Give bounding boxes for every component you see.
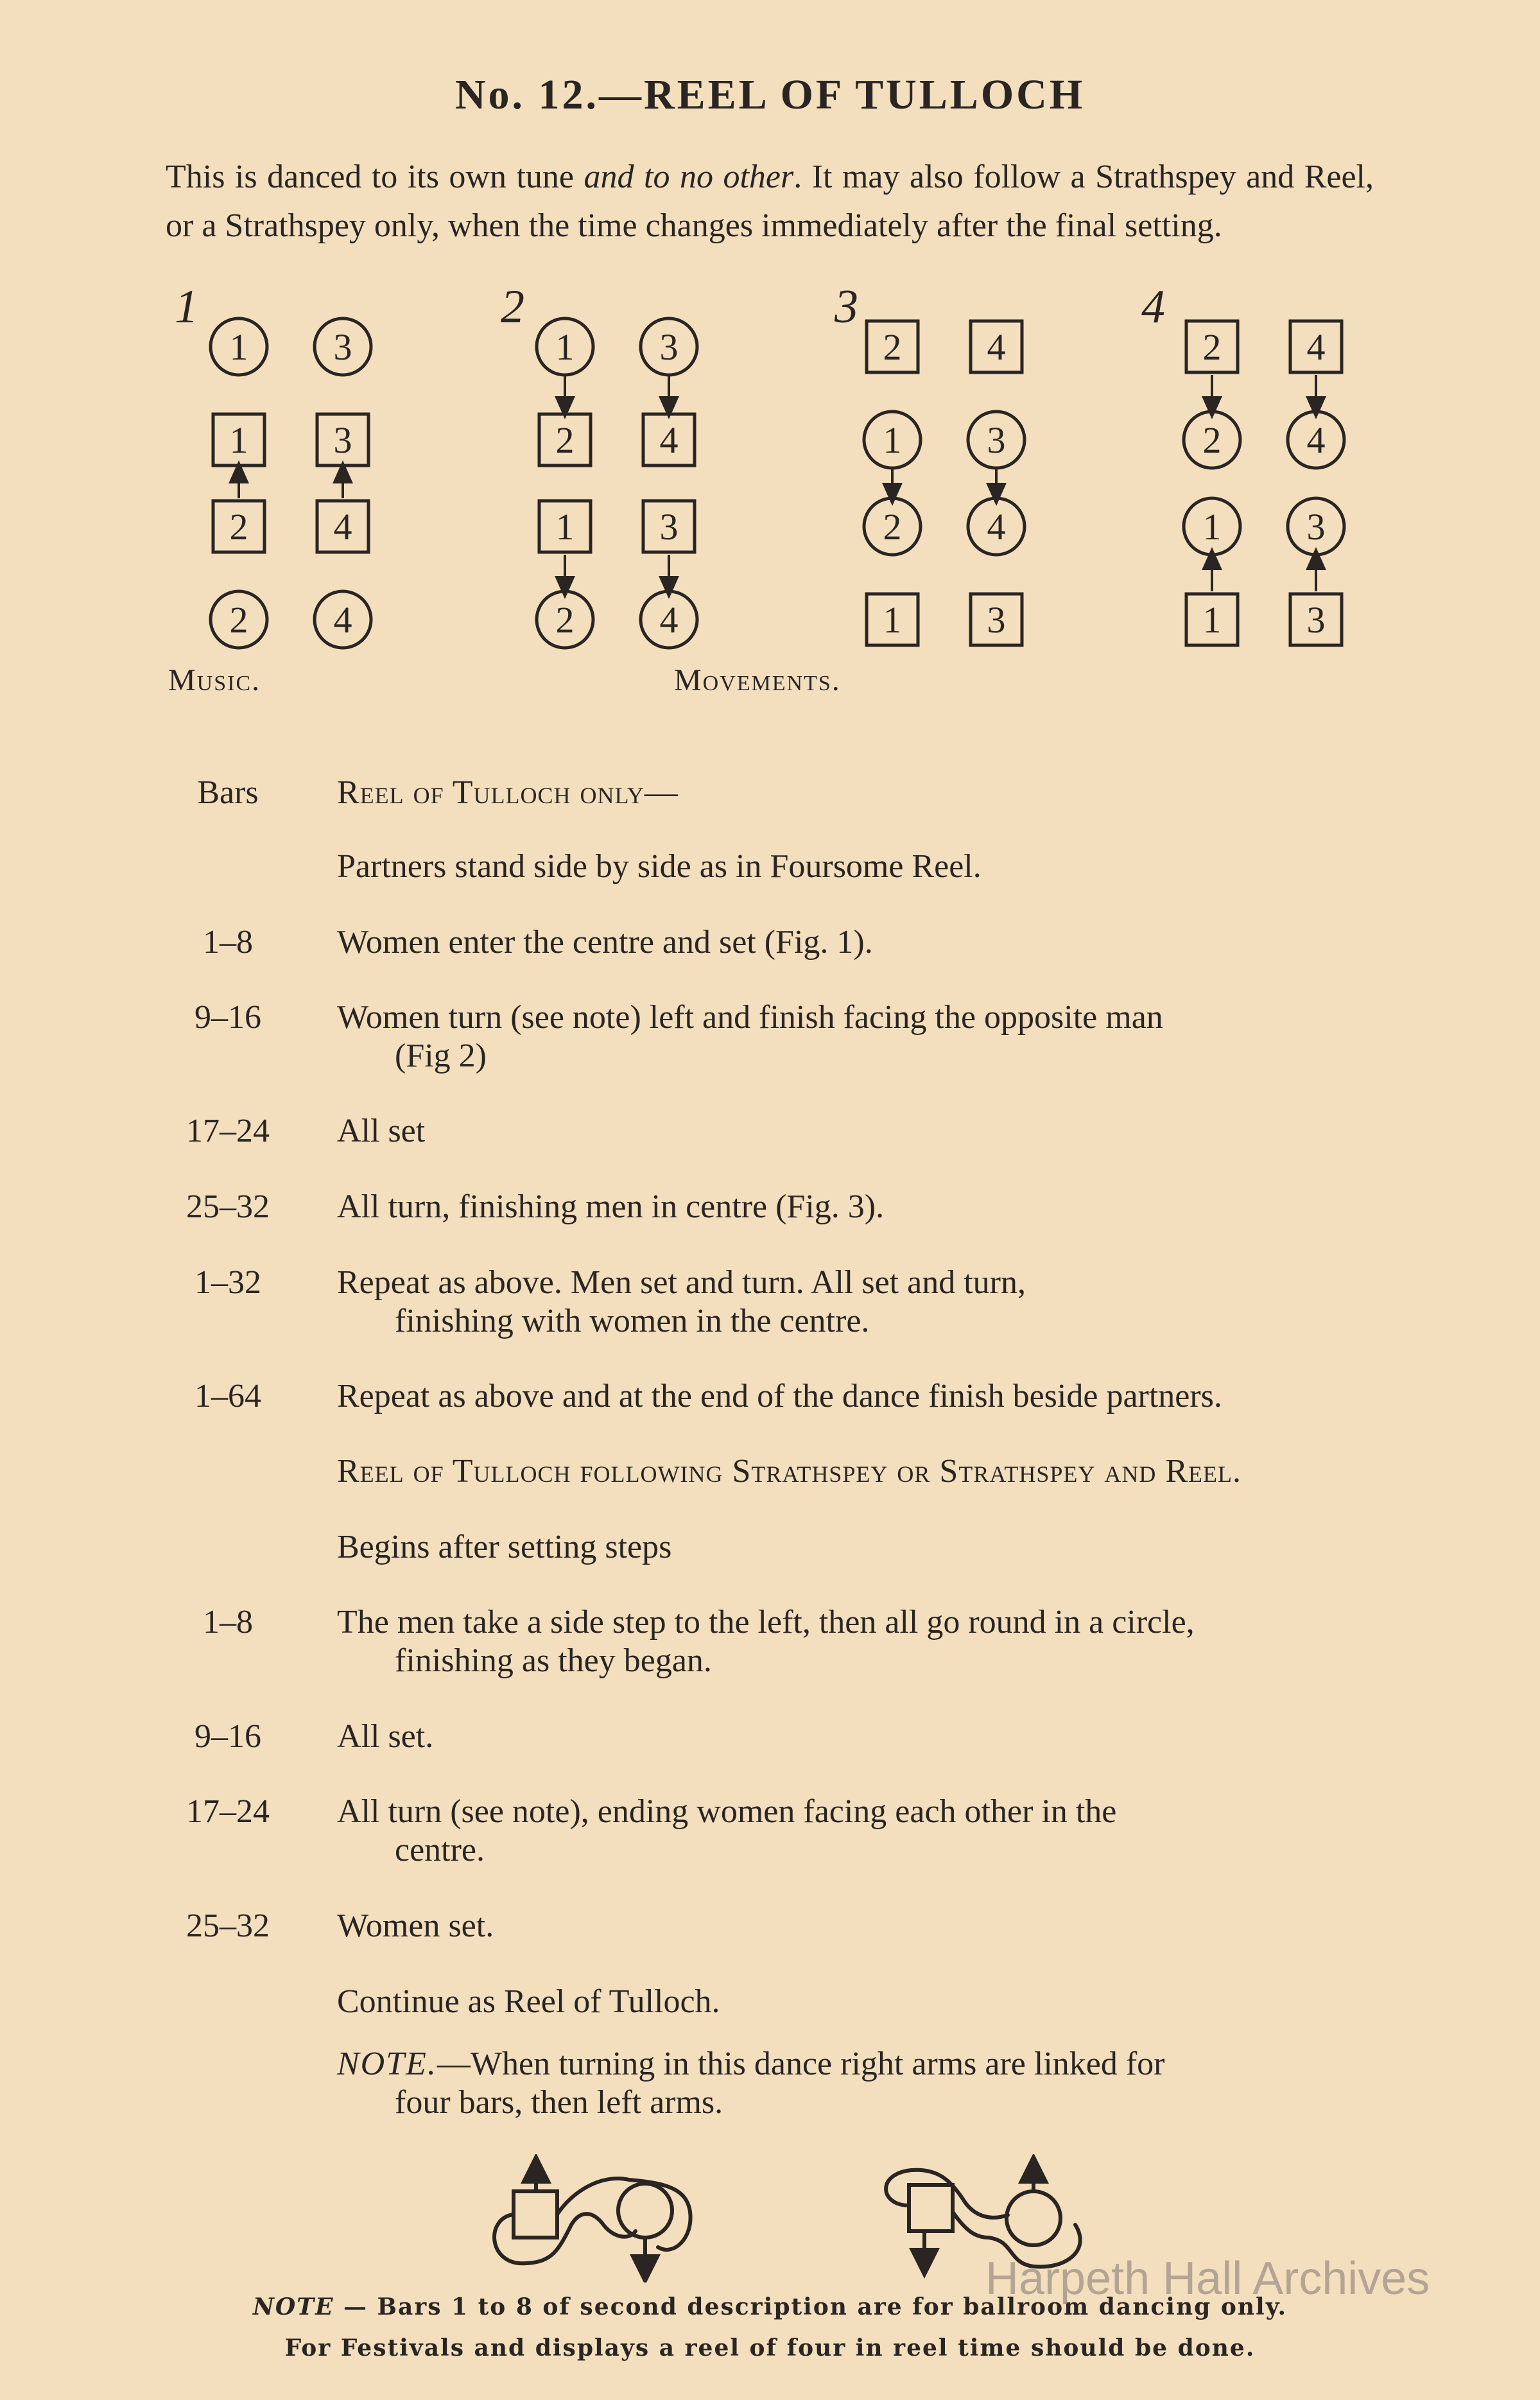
intro-emphasis: and to no other (584, 159, 794, 195)
music-header: Music. (168, 663, 261, 697)
woman-circle-icon (618, 2184, 672, 2238)
step-bars: 17–24 (186, 1793, 270, 1830)
dancer-number: 3 (987, 599, 1006, 641)
footnote-label: NOTE (252, 2293, 334, 2320)
intro-text-1: This is danced to its own tune (166, 159, 584, 195)
dancer-number: 2 (1202, 419, 1222, 461)
step-text: Partners stand side by side as in Foursome Reel. (337, 848, 982, 885)
dancer-number: 3 (659, 326, 679, 368)
step-description (337, 1264, 1390, 1341)
step-continuation: finishing with women in the centre. (395, 1303, 870, 1339)
step-description (337, 1188, 1390, 1226)
step-text: The men take a side step to the left, then all go round in a circle, (337, 1604, 1195, 1640)
dancer-number: 4 (987, 506, 1006, 548)
dancer-number: 4 (987, 326, 1006, 368)
dancer-number: 1 (1202, 599, 1222, 641)
figure-number: 4 (1141, 283, 1165, 333)
dancer-number: 3 (333, 326, 352, 368)
step-bars: 1–64 (195, 1378, 261, 1414)
dancer-number: 3 (333, 419, 352, 461)
step-bars: 1–32 (195, 1264, 261, 1301)
step-text: Reel of Tulloch following Strathspey or Strathspey and Reel. (337, 1453, 1242, 1490)
step-description (337, 1528, 1390, 1567)
dancer-number: 3 (1306, 599, 1326, 641)
step-description (337, 848, 1390, 886)
footnote-text-1: — Bars 1 to 8 of second description are for ballroom dancing only. (334, 2293, 1288, 2320)
step-description (337, 1793, 1390, 1870)
step-text: Women set. (337, 1908, 494, 1944)
dancer-number: 2 (229, 506, 248, 548)
step-description (337, 1112, 1390, 1151)
step-text: Reel of Tulloch only— (337, 774, 679, 811)
step-description (337, 923, 1390, 962)
step-continuation: (Fig 2) (395, 1038, 487, 1074)
dancer-number: 1 (229, 326, 248, 368)
step-text: All turn, finishing men in centre (Fig. 3). (337, 1188, 885, 1225)
dancer-number: 4 (659, 599, 679, 641)
step-description (337, 774, 1390, 812)
step-description (337, 1717, 1390, 1756)
step-continuation: finishing as they began. (395, 1642, 712, 1679)
step-bars: 17–24 (186, 1113, 270, 1149)
dancer-number: 1 (883, 419, 902, 461)
figure-number: 2 (501, 283, 524, 333)
dancer-number: 1 (555, 506, 575, 548)
dancer-number: 1 (555, 326, 575, 368)
step-description (337, 998, 1390, 1075)
step-description (337, 1603, 1390, 1680)
dancer-number: 2 (1202, 326, 1222, 368)
dancer-number: 1 (1202, 506, 1222, 548)
movements-header: Movements. (674, 663, 841, 697)
dancer-number: 2 (883, 506, 902, 548)
dancer-number: 2 (555, 419, 575, 461)
dancer-number: 3 (659, 506, 679, 548)
step-description (337, 1907, 1390, 1945)
step-bars: 1–8 (203, 1604, 253, 1640)
step-text: All set. (337, 1718, 434, 1755)
step-text: All set (337, 1113, 426, 1149)
step-text: All turn (see note), ending women facing each other in the (337, 1793, 1117, 1830)
note-label: NOTE. (337, 2046, 437, 2082)
dancer-number: 4 (1306, 419, 1326, 461)
dancer-number: 4 (333, 599, 352, 641)
dancer-number: 2 (229, 599, 248, 641)
figure-number: 3 (835, 283, 858, 333)
step-bars: 25–32 (186, 1188, 270, 1225)
step-bars: 9–16 (195, 999, 261, 1036)
step-text: Women enter the centre and set (Fig. 1). (337, 924, 873, 961)
step-bars: Bars (197, 774, 259, 811)
figure-number: 1 (175, 283, 198, 333)
dancer-number: 3 (987, 419, 1006, 461)
dancer-number: 3 (1306, 506, 1326, 548)
step-description (337, 1452, 1390, 1491)
man-square-icon-2 (909, 2185, 953, 2231)
intro-text-2: . It may also follow a Strathspey and Reel, or a Strathspey only, when the time changes immediately after the final setting. (166, 159, 1374, 244)
man-square-icon (514, 2191, 557, 2238)
dancer-number: 2 (555, 599, 575, 641)
step-bars: 9–16 (195, 1718, 261, 1755)
dancer-number: 4 (659, 419, 679, 461)
dancer-number: 1 (883, 599, 902, 641)
step-description (337, 1983, 1390, 2021)
step-bars: 1–8 (203, 924, 253, 961)
step-description (337, 1377, 1390, 1416)
page-title: No. 12.—REEL OF TULLOCH (454, 71, 1086, 118)
intro-paragraph (166, 153, 1374, 250)
archive-watermark: Harpeth Hall Archives (985, 2253, 1430, 2304)
movement-diagrams (0, 283, 1540, 655)
dancer-number: 4 (1306, 326, 1326, 368)
note-continuation: four bars, then left arms. (395, 2084, 723, 2121)
note-text: —When turning in this dance right arms are linked for (437, 2046, 1165, 2082)
step-bars: 25–32 (186, 1908, 270, 1944)
dancer-number: 1 (229, 419, 248, 461)
step-text: Repeat as above and at the end of the dance finish beside partners. (337, 1378, 1222, 1414)
step-continuation: centre. (395, 1832, 485, 1868)
step-text: Continue as Reel of Tulloch. (337, 1983, 720, 2020)
step-text: Women turn (see note) left and finish facing the opposite man (337, 999, 1163, 1036)
dancer-number: 4 (333, 506, 352, 548)
step-text: Repeat as above. Men set and turn. All set and turn, (337, 1264, 1026, 1301)
woman-circle-icon-2 (1007, 2191, 1060, 2245)
dancer-number: 2 (883, 326, 902, 368)
step-text: Begins after setting steps (337, 1529, 672, 1565)
footnote-line-2: For Festivals and displays a reel of four in reel time should be done. (284, 2335, 1256, 2361)
